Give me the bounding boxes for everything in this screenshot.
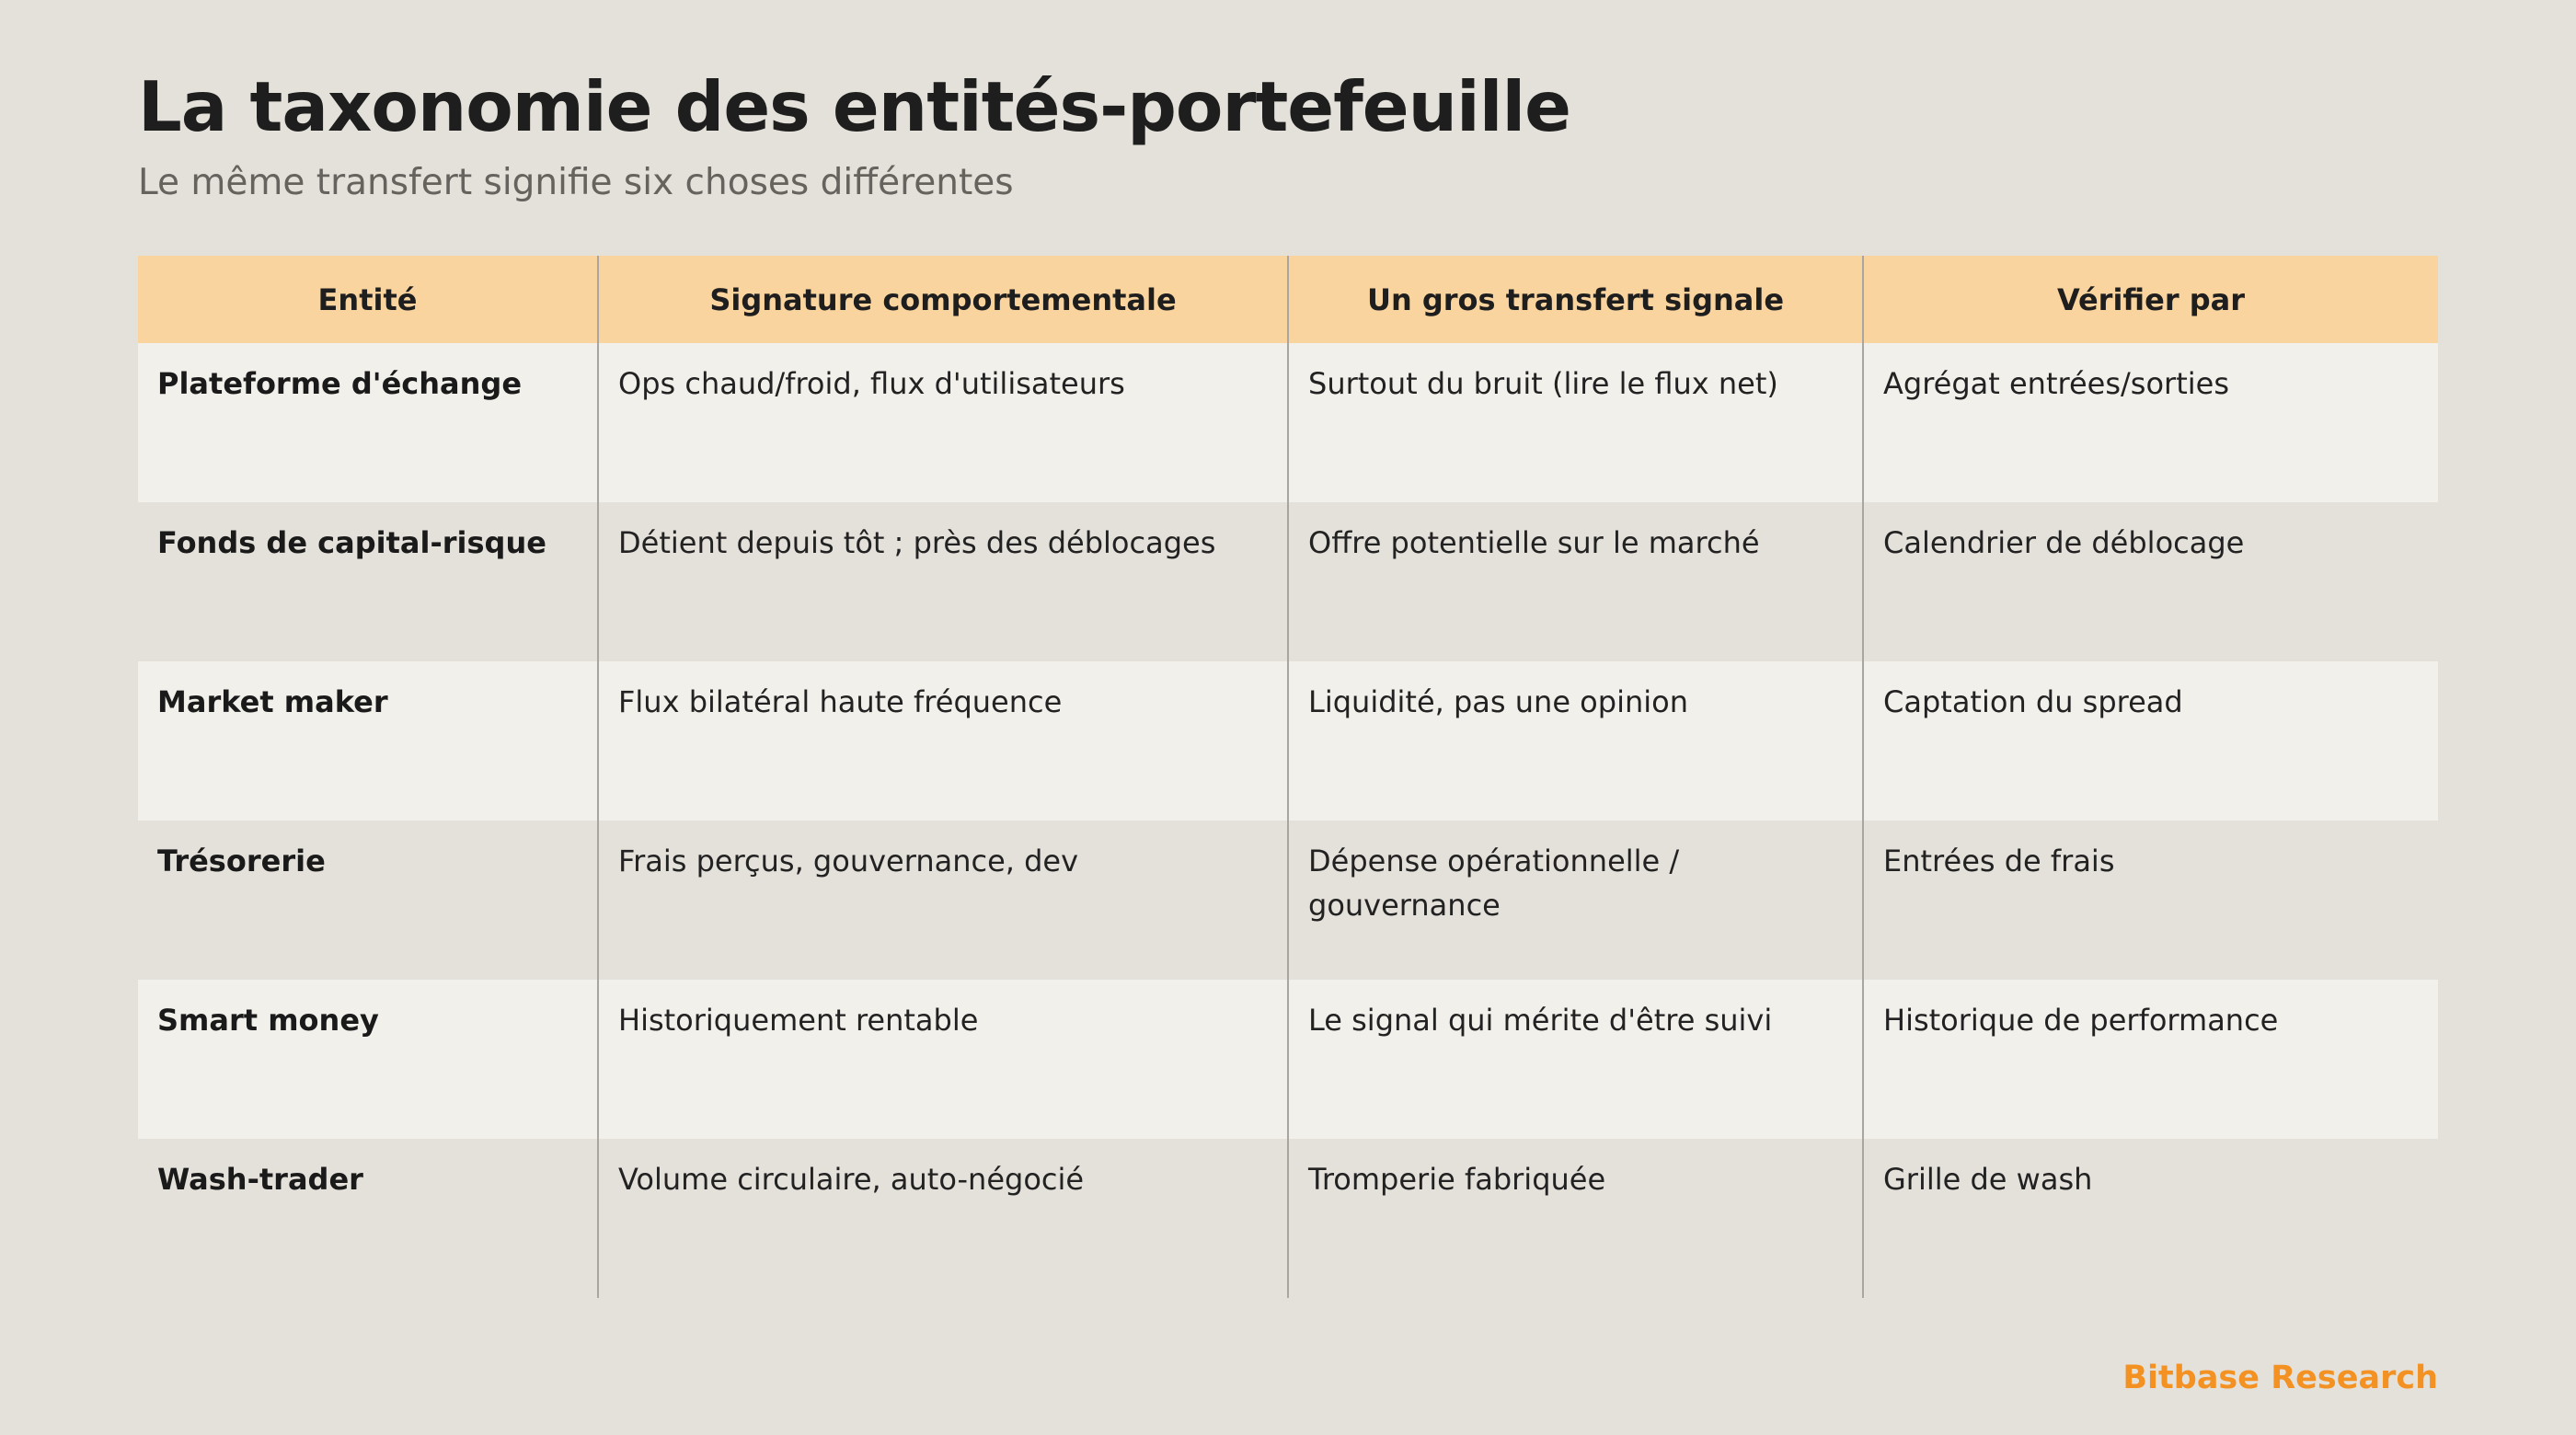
signature-cell: Historiquement rentable bbox=[598, 980, 1288, 1139]
column-header-verify: Vérifier par bbox=[1863, 256, 2438, 343]
table-row bbox=[138, 821, 2438, 980]
slide-title: La taxonomie des entités-portefeuille bbox=[138, 66, 1571, 147]
column-header-signal: Un gros transfert signale bbox=[1288, 256, 1863, 343]
table-row bbox=[138, 1139, 2438, 1298]
signal-cell: Surtout du bruit (lire le flux net) bbox=[1288, 343, 1863, 502]
slide-subtitle: Le même transfert signifie six choses différentes bbox=[138, 162, 1014, 203]
signature-cell: Flux bilatéral haute fréquence bbox=[598, 661, 1288, 821]
table-row bbox=[138, 661, 2438, 821]
signature-cell: Détient depuis tôt ; près des déblocages bbox=[598, 502, 1288, 661]
column-header-entity: Entité bbox=[138, 256, 598, 343]
signal-cell: Le signal qui mérite d'être suivi bbox=[1288, 980, 1863, 1139]
verify-cell: Grille de wash bbox=[1863, 1139, 2438, 1298]
table-header-row bbox=[138, 256, 2438, 343]
verify-cell: Entrées de frais bbox=[1863, 821, 2438, 980]
verify-cell: Agrégat entrées/sorties bbox=[1863, 343, 2438, 502]
entity-cell: Trésorerie bbox=[138, 821, 598, 980]
entity-cell: Plateforme d'échange bbox=[138, 343, 598, 502]
signal-cell: Offre potentielle sur le marché bbox=[1288, 502, 1863, 661]
signature-cell: Ops chaud/froid, flux d'utilisateurs bbox=[598, 343, 1288, 502]
signal-cell: Liquidité, pas une opinion bbox=[1288, 661, 1863, 821]
table-row bbox=[138, 980, 2438, 1139]
signature-cell: Frais perçus, gouvernance, dev bbox=[598, 821, 1288, 980]
entity-cell: Wash-trader bbox=[138, 1139, 598, 1298]
taxonomy-table bbox=[138, 256, 2438, 1298]
entity-cell: Smart money bbox=[138, 980, 598, 1139]
table-row bbox=[138, 502, 2438, 661]
verify-cell: Calendrier de déblocage bbox=[1863, 502, 2438, 661]
signature-cell: Volume circulaire, auto-négocié bbox=[598, 1139, 1288, 1298]
verify-cell: Captation du spread bbox=[1863, 661, 2438, 821]
table-row bbox=[138, 343, 2438, 502]
entity-cell: Market maker bbox=[138, 661, 598, 821]
column-header-signature: Signature comportementale bbox=[598, 256, 1288, 343]
signal-cell: Tromperie fabriquée bbox=[1288, 1139, 1863, 1298]
brand-footer: Bitbase Research bbox=[2122, 1360, 2438, 1396]
entity-cell: Fonds de capital-risque bbox=[138, 502, 598, 661]
verify-cell: Historique de performance bbox=[1863, 980, 2438, 1139]
signal-cell: Dépense opérationnelle / gouvernance bbox=[1288, 821, 1863, 980]
